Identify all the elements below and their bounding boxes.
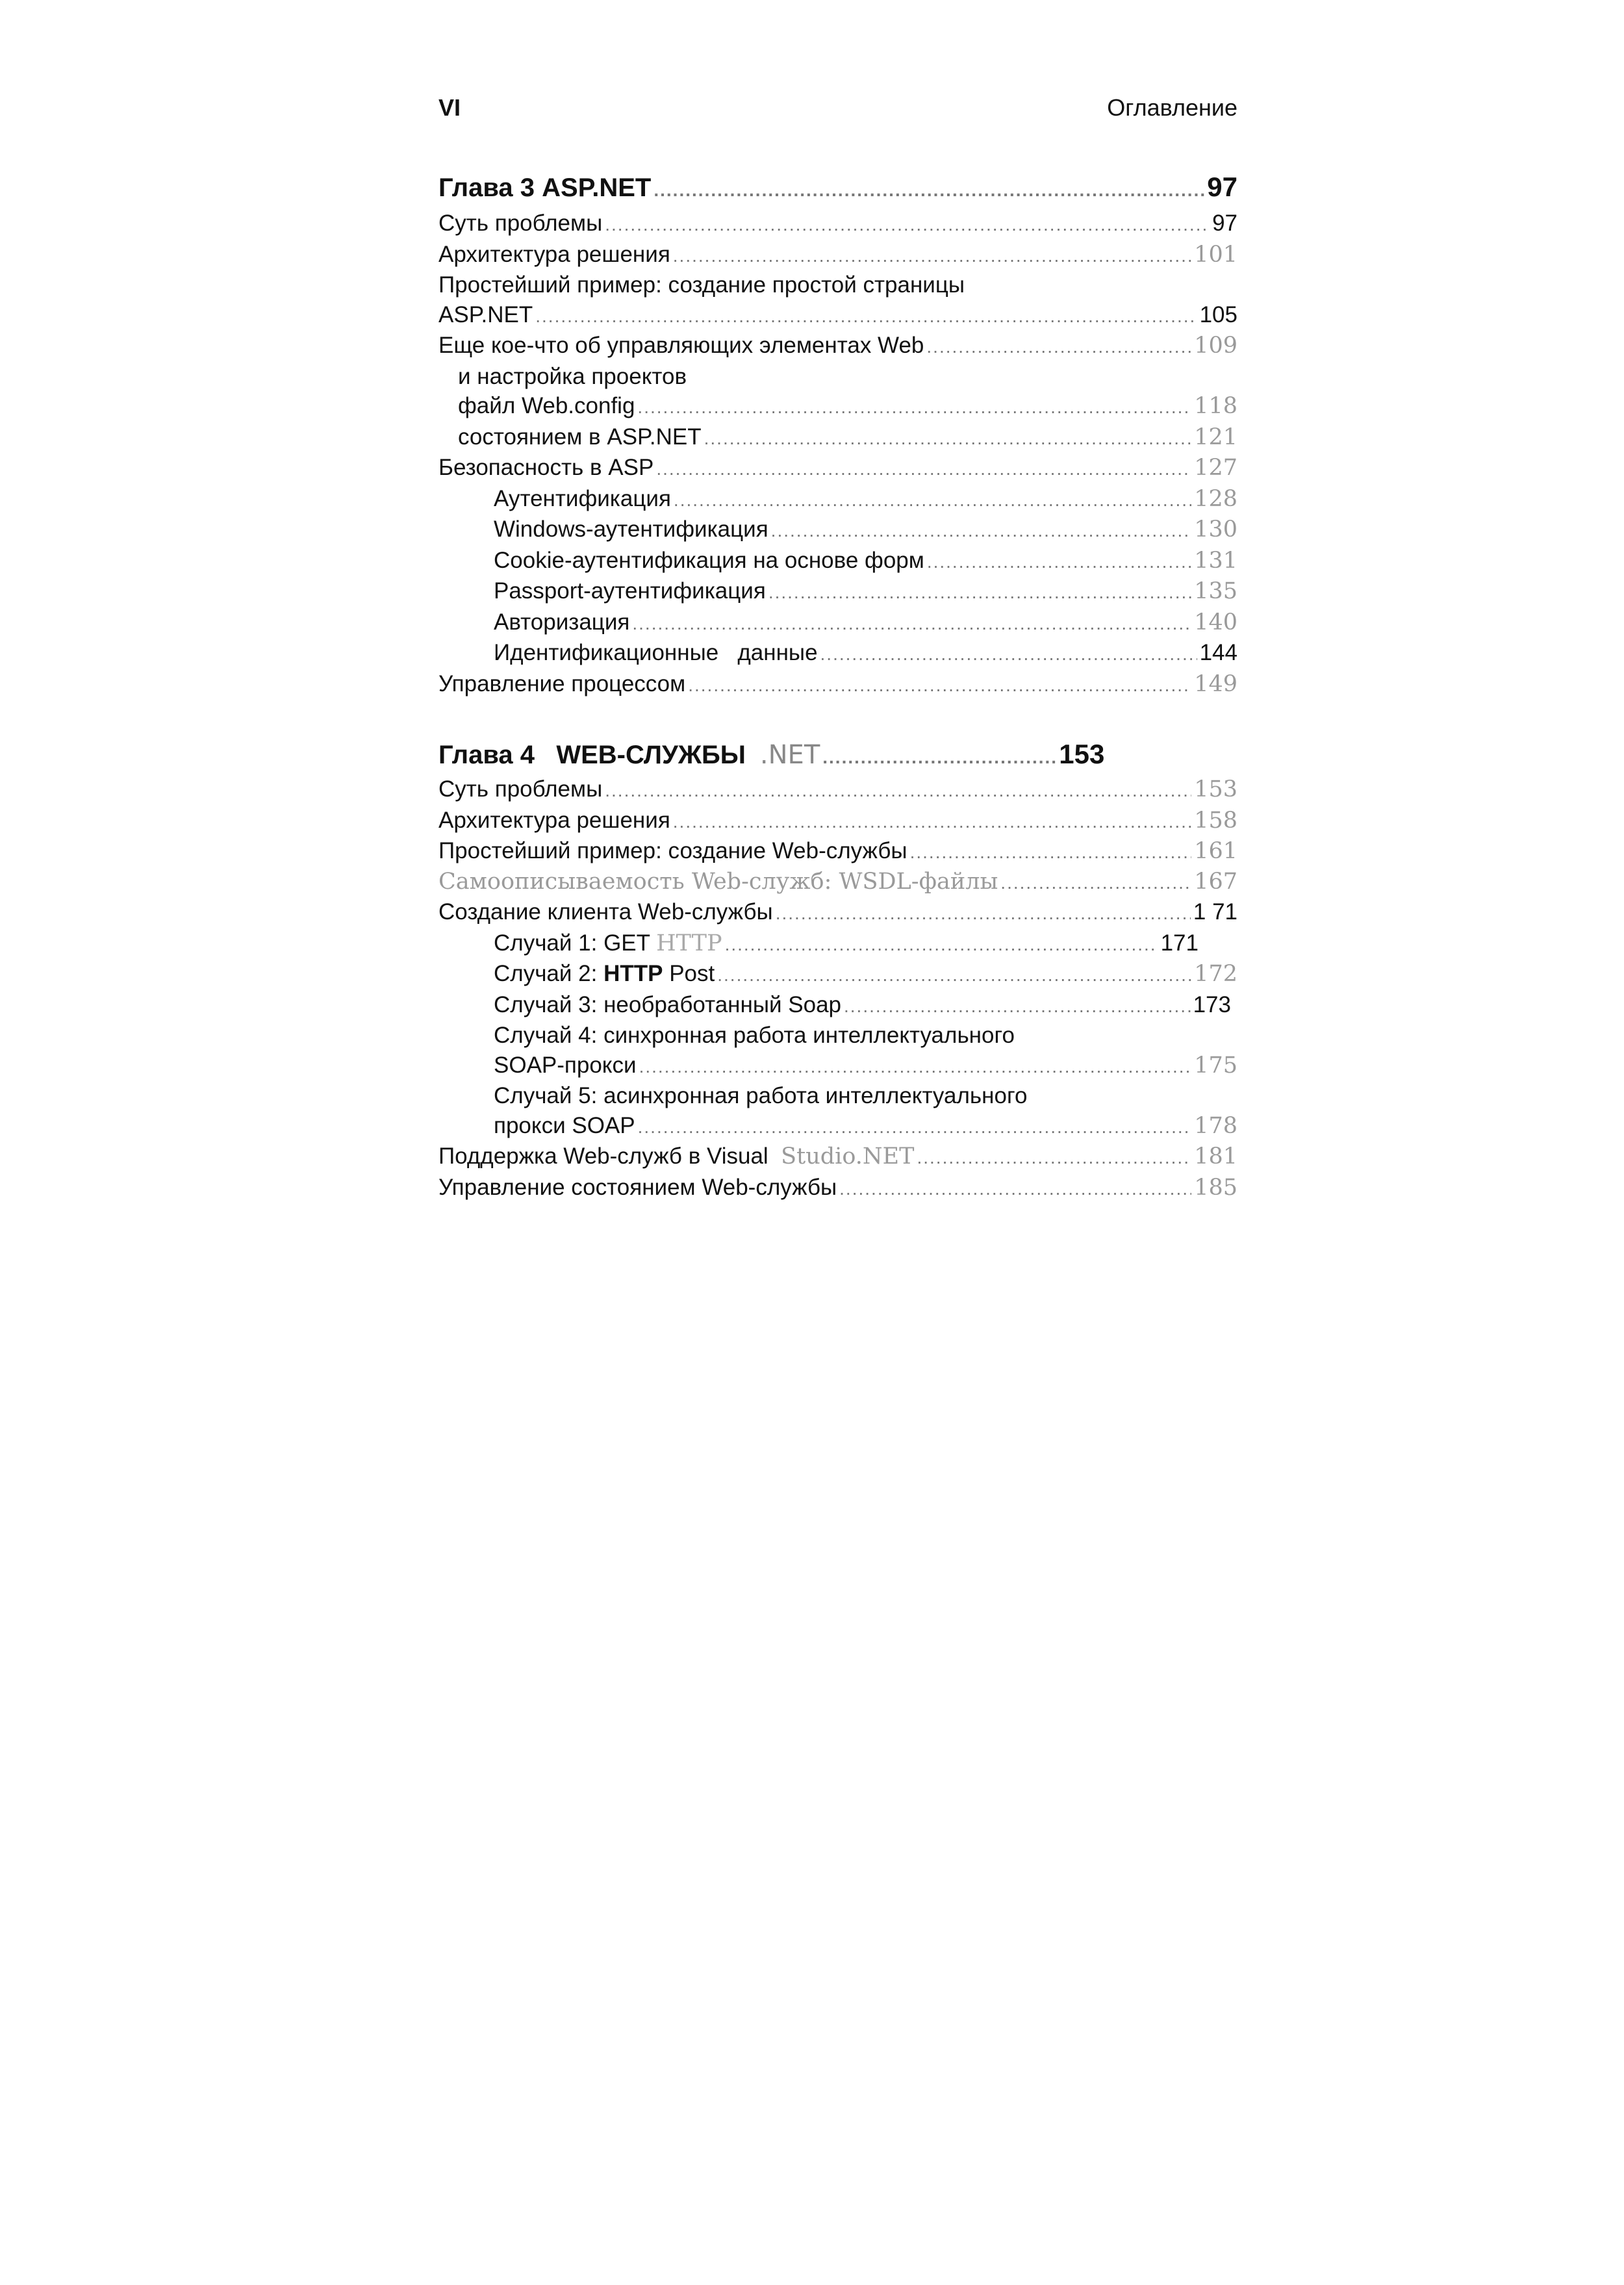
toc-entry[interactable] <box>438 270 1237 300</box>
toc-entry[interactable] <box>438 391 1237 422</box>
toc-entry[interactable] <box>438 959 1237 990</box>
chapter-name: WEB-СЛУЖБЫ <box>556 741 746 769</box>
toc-entry[interactable] <box>438 990 1237 1021</box>
dot-leader <box>704 424 1192 453</box>
entry-title-light: Studio.NET <box>781 1143 915 1169</box>
toc-entry-continuation[interactable] <box>438 1111 1237 1142</box>
entry-title: файл Web.config <box>458 393 635 418</box>
toc-entry[interactable] <box>438 1142 1237 1173</box>
entry-page: 121 <box>1194 424 1237 450</box>
entry-page: 97 <box>1212 211 1237 236</box>
entry-title: Суть проблемы <box>438 776 603 802</box>
entry-title: Самоописываемость Web-служб: WSDL-файлы <box>438 868 998 895</box>
entry-title: Авторизация <box>494 609 630 635</box>
dot-leader <box>688 670 1191 700</box>
entry-title: Суть проблемы <box>438 211 603 236</box>
entry-title <box>438 1142 914 1172</box>
toc-chapter-4[interactable] <box>438 737 1237 774</box>
toc-entry[interactable] <box>438 576 1237 607</box>
entry-page: 173 <box>1193 991 1231 1017</box>
toc-entry[interactable] <box>438 607 1237 639</box>
dot-leader <box>820 639 1197 669</box>
entry-page: 185 <box>1194 1174 1237 1201</box>
entry-title: и настройка проектов <box>458 363 687 389</box>
toc-entry[interactable] <box>438 897 1237 928</box>
toc-entry[interactable] <box>438 867 1237 898</box>
toc-entry-continuation[interactable] <box>438 300 1237 331</box>
toc-entry[interactable] <box>438 836 1237 867</box>
entry-page: 144 <box>1199 640 1237 665</box>
dot-leader <box>638 1112 1192 1142</box>
chapter-page: 153 <box>1059 739 1105 769</box>
entry-title-text: Случай 1: GET <box>494 930 650 956</box>
table-of-contents <box>438 170 1237 1203</box>
dot-leader <box>844 991 1191 1021</box>
entry-title: ASP.NET <box>438 301 533 327</box>
entry-title: Безопасность в ASP <box>438 455 654 480</box>
entry-page: 181 <box>1194 1143 1237 1169</box>
dot-leader <box>771 516 1192 546</box>
entry-title: Cookie-аутентификация на основе форм <box>494 547 924 573</box>
entry-title: Случай 4: синхронная работа интеллектуального <box>494 1023 1015 1048</box>
dot-leader <box>673 807 1191 837</box>
entry-page: 167 <box>1194 868 1237 895</box>
toc-entry[interactable] <box>438 1173 1237 1204</box>
toc-entry[interactable] <box>438 1081 1237 1111</box>
entry-page: 140 <box>1194 609 1237 635</box>
entry-title: Управление состоянием Web-службы <box>438 1174 837 1200</box>
entry-page: 158 <box>1194 807 1237 834</box>
entry-page: 130 <box>1194 517 1237 543</box>
entry-title-bold: HTTP <box>603 961 663 986</box>
toc-entry[interactable] <box>438 240 1237 271</box>
entry-page: 105 <box>1199 301 1237 327</box>
dot-leader <box>674 485 1191 515</box>
chapter-title: Глава 3 ASP.NET <box>438 173 652 202</box>
toc-entry-continuation[interactable] <box>438 1051 1237 1082</box>
dot-leader <box>1000 868 1191 898</box>
entry-page: 109 <box>1194 333 1237 359</box>
entry-title: Создание клиента Web-службы <box>438 899 773 925</box>
toc-entry[interactable] <box>438 209 1237 240</box>
dot-leader <box>776 899 1191 928</box>
dot-leader <box>605 210 1210 240</box>
toc-entry[interactable] <box>438 774 1237 806</box>
toc-entry[interactable] <box>438 422 1237 453</box>
chapter-title <box>438 738 820 772</box>
entry-page: 171 <box>1160 930 1199 956</box>
entry-title: Случай 3: необработанный Soap <box>494 991 841 1017</box>
page-header <box>438 94 1237 125</box>
toc-entry[interactable] <box>438 453 1237 484</box>
entry-title: SOAP-прокси <box>494 1052 637 1078</box>
chapter-suffix: .NET <box>759 740 820 770</box>
dot-leader <box>910 837 1192 867</box>
entry-page: 175 <box>1194 1052 1237 1079</box>
dot-leader <box>839 1174 1191 1204</box>
dot-leader <box>725 930 1158 960</box>
entry-title: Управление процессом <box>438 670 686 696</box>
dot-leader <box>637 392 1191 422</box>
toc-entry[interactable] <box>438 515 1237 546</box>
toc-chapter-3[interactable] <box>438 170 1237 207</box>
toc-entry[interactable] <box>438 638 1237 669</box>
entry-title: Passport-аутентификация <box>494 578 766 604</box>
entry-page: 101 <box>1194 241 1237 268</box>
entry-title: Windows-аутентификация <box>494 517 768 542</box>
dot-leader <box>717 960 1191 990</box>
toc-entry[interactable] <box>438 669 1237 700</box>
entry-title: Еще кое-что об управляющих элементах Web <box>438 333 924 358</box>
entry-page: 153 <box>1194 776 1237 802</box>
entry-title <box>494 928 722 959</box>
entry-title-post: Post <box>663 961 715 986</box>
entry-page: 149 <box>1194 670 1237 697</box>
entry-page: 172 <box>1194 961 1237 987</box>
dot-leader <box>653 173 1204 207</box>
entry-title-text: Поддержка Web-служб в Visual <box>438 1143 768 1169</box>
dot-leader <box>917 1143 1191 1173</box>
entry-title: состоянием в ASP.NET <box>458 424 702 450</box>
entry-title: Архитектура решения <box>438 241 670 267</box>
toc-entry[interactable] <box>438 362 1237 392</box>
dot-leader <box>639 1052 1192 1082</box>
entry-page: 135 <box>1194 578 1237 604</box>
chapter-page: 97 <box>1207 172 1237 202</box>
page-number: VI <box>438 94 461 121</box>
toc-entry[interactable] <box>438 806 1237 837</box>
dot-leader <box>927 547 1191 577</box>
dot-leader <box>632 609 1191 639</box>
dot-leader <box>673 241 1191 271</box>
dot-leader <box>768 578 1191 607</box>
dot-leader <box>926 332 1191 362</box>
entry-title-ghost: HTTP <box>656 930 722 956</box>
dot-leader <box>656 454 1191 484</box>
toc-entry[interactable] <box>438 928 1237 960</box>
entry-title: Аутентификация <box>494 485 671 511</box>
entry-title-pre: Случай 2: <box>494 961 604 986</box>
toc-entry[interactable] <box>438 484 1237 515</box>
entry-page: 131 <box>1194 547 1237 574</box>
toc-entry[interactable] <box>438 546 1237 577</box>
entry-title: Архитектура решения <box>438 807 670 833</box>
entry-title: Идентификационные данные <box>494 640 818 665</box>
entry-page: 161 <box>1194 838 1237 864</box>
toc-entry[interactable] <box>438 1021 1237 1051</box>
toc-entry[interactable] <box>438 331 1237 362</box>
running-title: Оглавление <box>1107 94 1237 121</box>
entry-page: 178 <box>1194 1112 1237 1139</box>
dot-leader <box>535 301 1197 331</box>
entry-title: прокси SOAP <box>494 1112 635 1138</box>
entry-title <box>494 959 715 989</box>
entry-page: 128 <box>1194 485 1237 512</box>
dot-leader <box>822 741 1056 774</box>
chapter-prefix: Глава 4 <box>438 741 535 769</box>
entry-page: 127 <box>1194 455 1237 481</box>
entry-title: Случай 5: асинхронная работа интеллектуального <box>494 1083 1028 1108</box>
entry-title: Простейший пример: создание Web-службы <box>438 838 907 863</box>
entry-page: 1 71 <box>1193 899 1237 925</box>
entry-page: 118 <box>1194 393 1237 419</box>
entry-title: Простейший пример: создание простой страницы <box>438 272 965 298</box>
dot-leader <box>605 776 1191 806</box>
